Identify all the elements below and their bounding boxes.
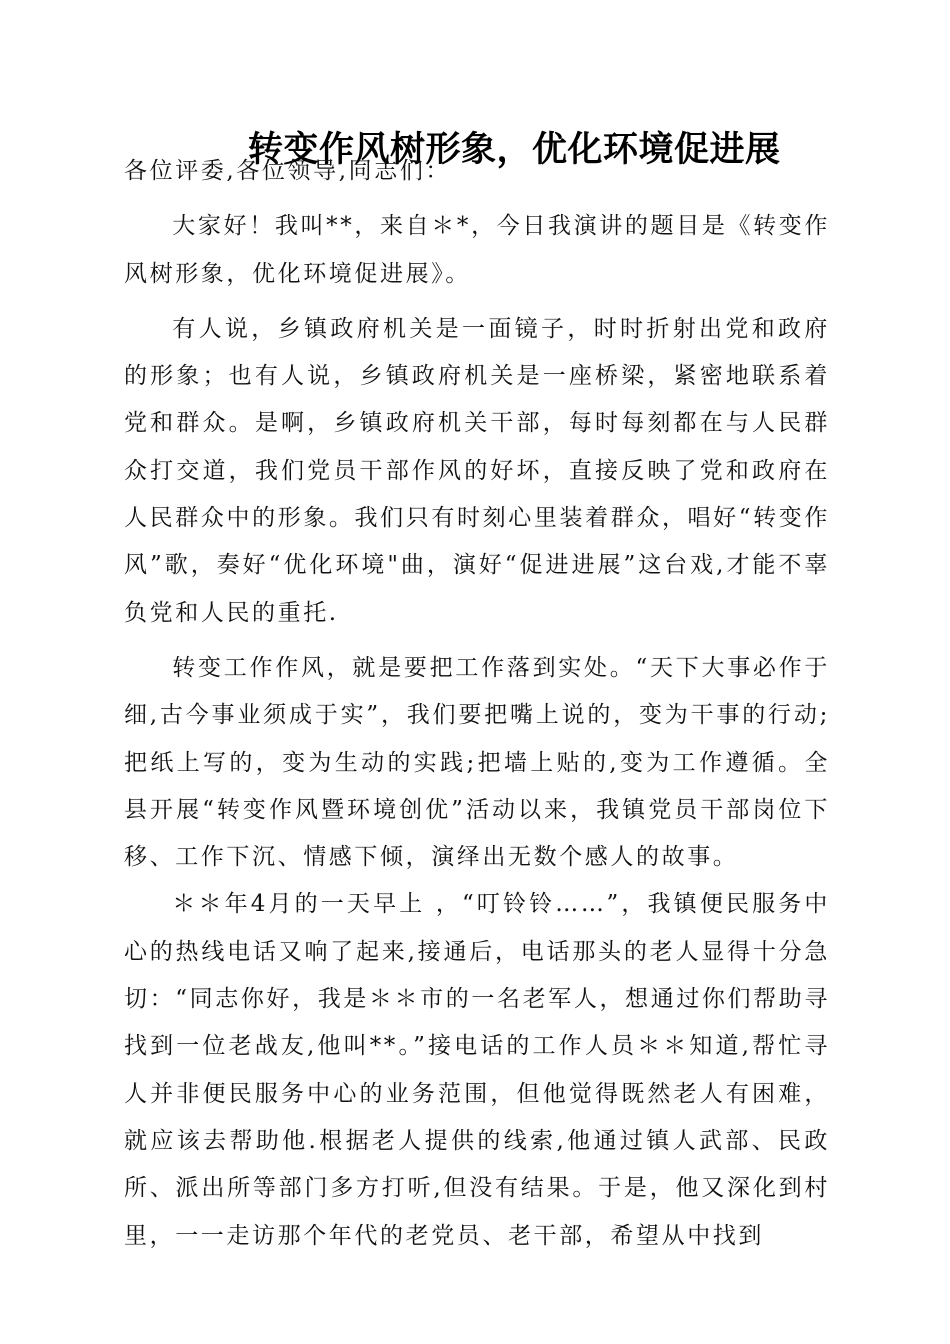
paragraph-mirror-bridge: 有人说，乡镇政府机关是一面镜子，时时折射出党和政府的形象；也有人说，乡镇政府机关是一座桥梁，紧密地联系着党和群众。是啊，乡镇政府机关干部，每时每刻都在与人民群众打交道，我们党员干部作风的好坏，直接反映了党和政府在人民群众中的形象。我们只有时刻心里装着群众，唱好“转变作风”歌，奏好“优化环境"曲，演好“促进进展”这台戏,才能不辜负党和人民的重托.: [124, 315, 830, 626]
document-body: [124, 148, 830, 1260]
paragraph-intro: 大家好！我叫**，来自＊*，今日我演讲的题目是《转变作风树形象，优化环境促进展》。: [124, 213, 830, 287]
document-title: 转变作风树形象，优化环境促进展: [248, 129, 781, 170]
paragraph-work-style: 转变工作作风，就是要把工作落到实处。“天下大事必作于细,古今事业须成于实”，我们要把嘴上说的，变为干事的行动;把纸上写的，变为生动的实践;把墙上贴的,变为工作遵循。全县开展“转变作风暨环境创优”活动以来，我镇党员干部岗位下移、工作下沉、情感下倾，演绎出无数个感人的故事。: [124, 654, 830, 871]
greeting-line: 各位评委,各位领导,同志们：: [124, 158, 452, 184]
paragraph-story: ＊＊年4月的一天早上 ，“叮铃铃……”，我镇便民服务中心的热线电话又响了起来,接通后，电话那头的老人显得十分急切：“同志你好，我是＊＊市的一名老军人，想通过你们帮助寻找到一位老战友,他叫**。”接电话的工作人员＊＊知道,帮忙寻人并非便民服务中心的业务范围，但他觉得既然老人有困难，就应该去帮助他.根据老人提供的线索,他通过镇人武部、民政所、派出所等部门多方打听,但没有结果。于是，他又深化到村里，一一走访那个年代的老党员、老干部，希望从中找到: [124, 891, 830, 1249]
